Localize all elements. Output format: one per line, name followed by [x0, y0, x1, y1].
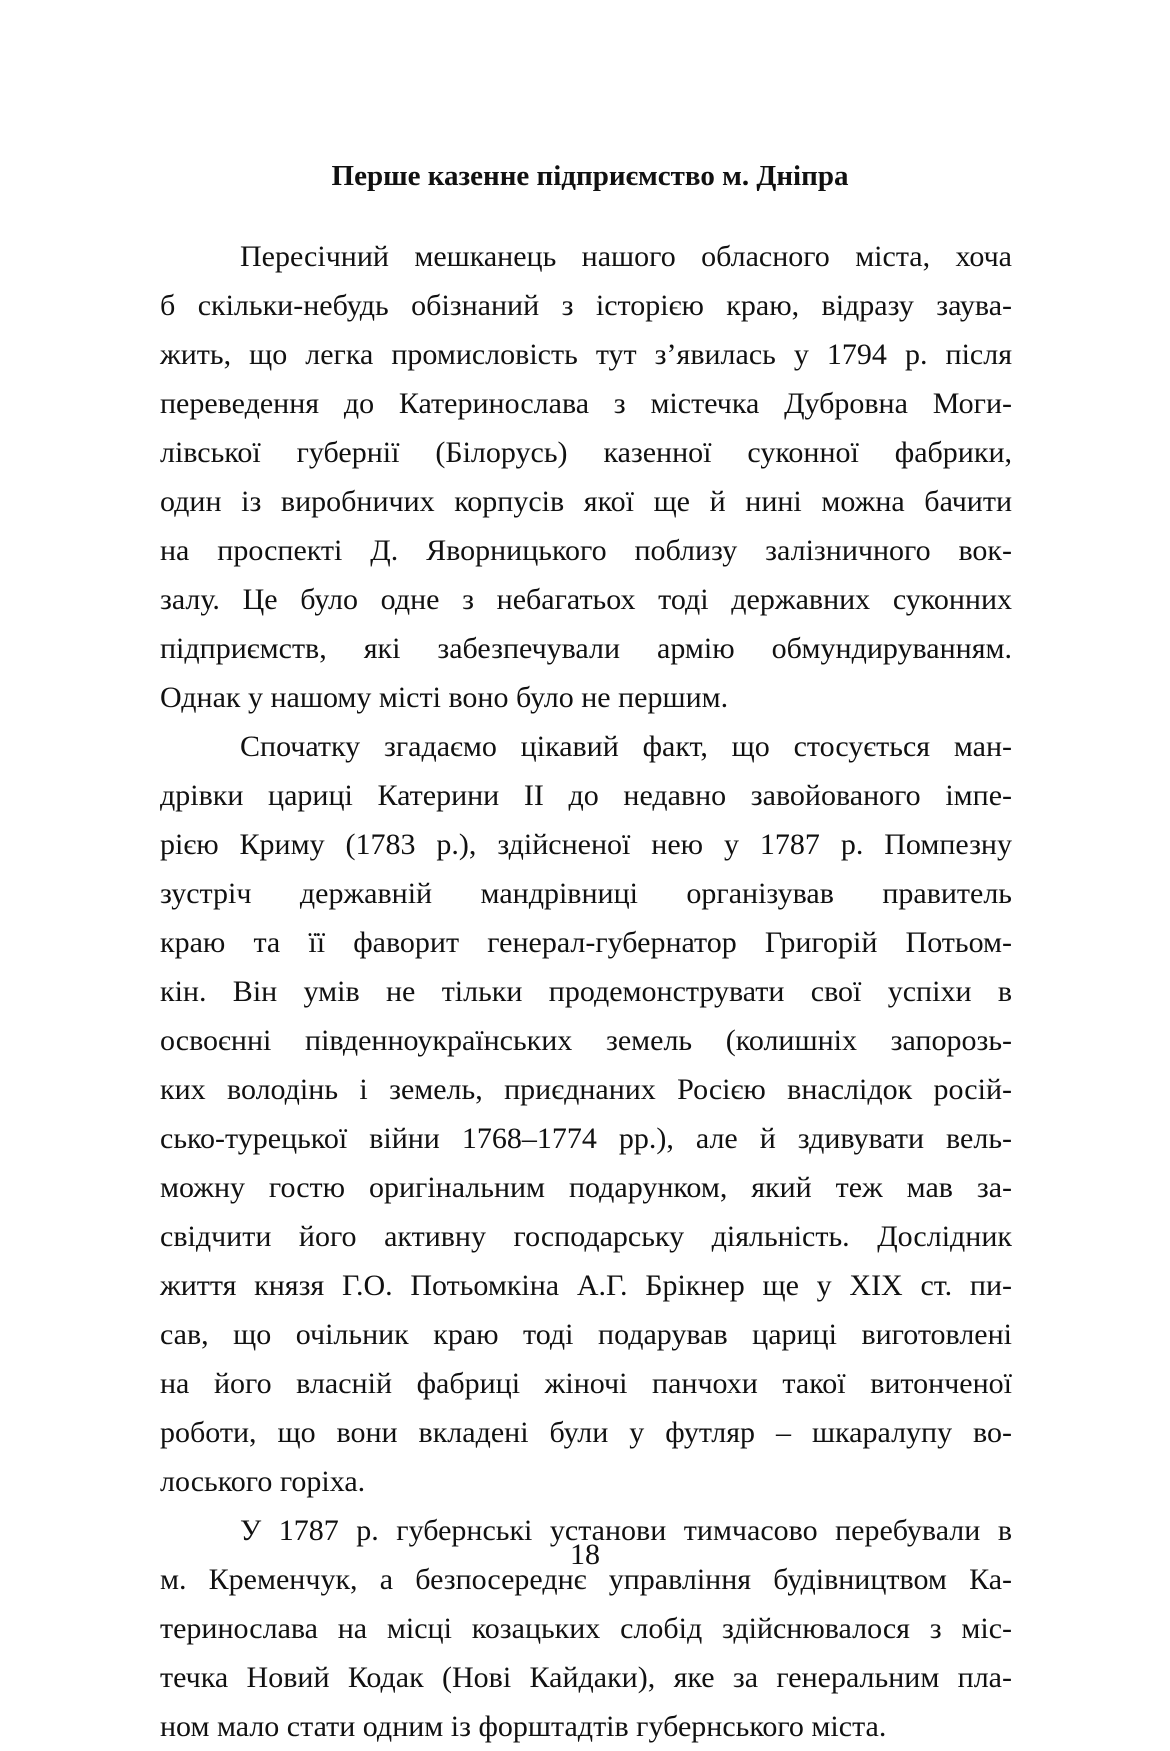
text-line: свідчити його активну господарську діяльність. Дослідник [160, 1220, 1012, 1253]
page-title: Перше казенне підприємство м. Дніпра [331, 160, 849, 192]
text-line: залу. Це було одне з небагатьох тоді державних суконних [160, 583, 1012, 616]
body-text [160, 232, 1012, 1751]
text-line: теринослава на місці козацьких слобід здійснювалося з міс- [160, 1612, 1012, 1645]
text-line: життя князя Г.О. Потьомкіна А.Г. Брікнер ще у XIX ст. пи- [160, 1269, 1012, 1302]
text-line: на проспекті Д. Яворницького поблизу залізничного вок- [160, 534, 1012, 567]
text-line: ких володінь і земель, приєднаних Росією внаслідок росій- [160, 1073, 1012, 1106]
text-line: б скільки-небудь обізнаний з історією краю, відразу заува- [160, 289, 1012, 322]
page-number: 18 [570, 1538, 600, 1571]
text-line: течка Новий Кодак (Нові Кайдаки), яке за генеральним пла- [160, 1661, 1012, 1694]
text-line: на його власній фабриці жіночі панчохи такої витонченої [160, 1367, 1012, 1400]
text-line: кін. Він умів не тільки продемонструвати свої успіхи в [160, 975, 1012, 1008]
text-line: освоєнні південноукраїнських земель (колишніх запорозь- [160, 1024, 1012, 1057]
text-line: сько-турецької війни 1768–1774 рр.), але й здивувати вель- [160, 1122, 1012, 1155]
text-line: жить, що легка промисловість тут з’явилась у 1794 р. після [160, 338, 1012, 371]
text-line: лівської губернії (Білорусь) казенної суконної фабрики, [160, 436, 1012, 469]
text-line: ном мало стати одним із форштадтів губернського міста. [160, 1710, 887, 1743]
text-line: м. Кременчук, а безпосереднє управління будівництвом Ка- [160, 1563, 1012, 1596]
text-line: сав, що очільник краю тоді подарував цариці виготовлені [160, 1318, 1012, 1351]
text-line: рією Криму (1783 р.), здійсненої нею у 1787 р. Помпезну [160, 828, 1012, 861]
text-line: У 1787 р. губернські установи тимчасово перебували в [240, 1514, 1012, 1547]
text-line: зустріч державній мандрівниці організував правитель [160, 877, 1012, 910]
text-line: можну гостю оригінальним подарунком, який теж мав за- [160, 1171, 1012, 1204]
text-line: дрівки цариці Катерини II до недавно завойованого імпе- [160, 779, 1012, 812]
text-line: підприємств, які забезпечували армію обмундируванням. [160, 632, 1012, 665]
text-line: роботи, що вони вкладені були у футляр – шкаралупу во- [160, 1416, 1012, 1449]
text-line: переведення до Катеринослава з містечка Дубровна Моги- [160, 387, 1012, 420]
text-line: краю та її фаворит генерал-губернатор Григорій Потьом- [160, 926, 1012, 959]
text-line: Пересічний мешканець нашого обласного міста, хоча [240, 240, 1012, 273]
text-line: Спочатку згадаємо цікавий факт, що стосується ман- [240, 730, 1012, 763]
text-line: лоського горіха. [160, 1465, 366, 1498]
text-line: Однак у нашому місті воно було не першим. [160, 681, 729, 714]
text-line: один із виробничих корпусів якої ще й нині можна бачити [160, 485, 1012, 518]
